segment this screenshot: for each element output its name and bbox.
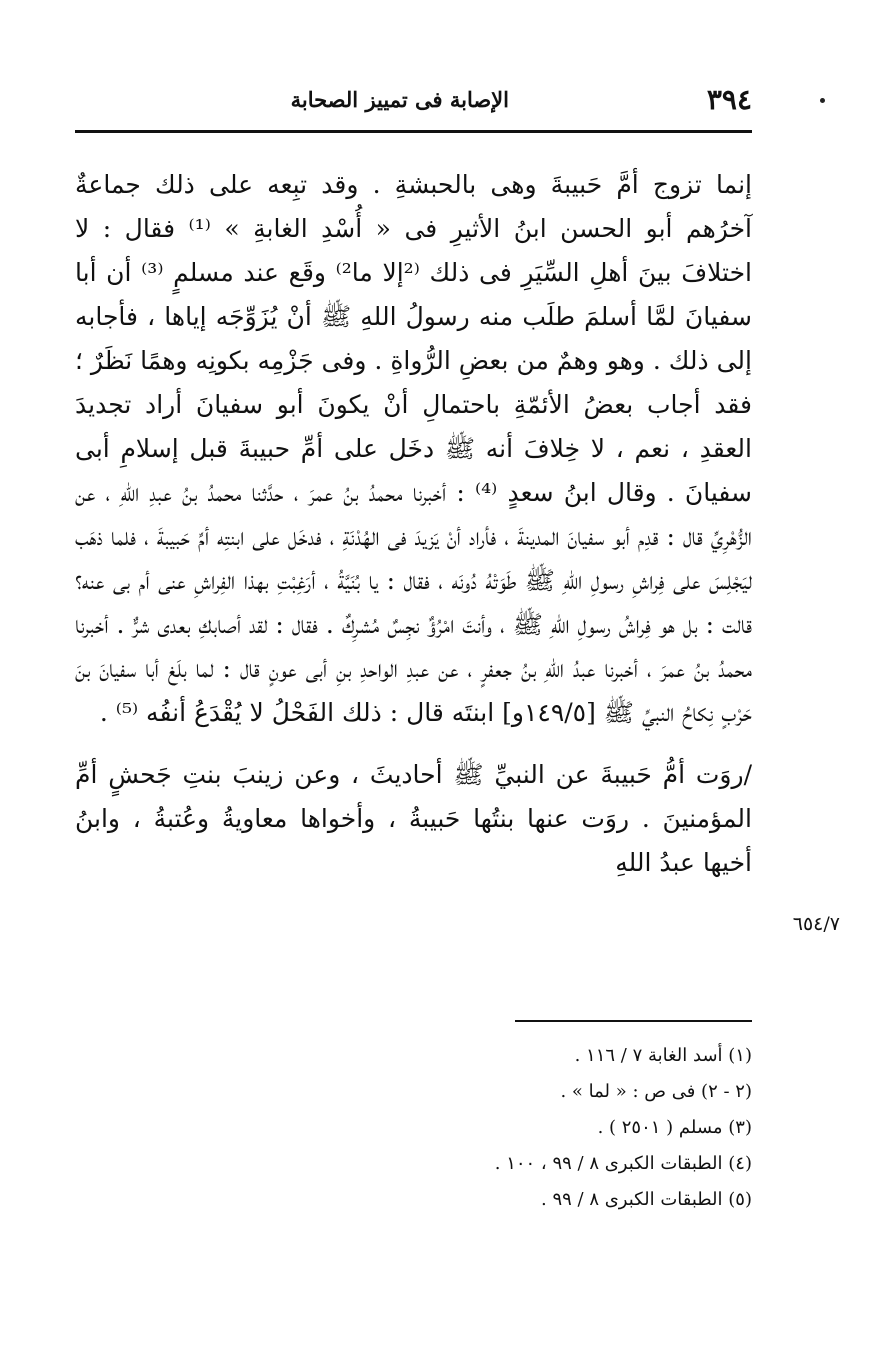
- page-header: [75, 80, 752, 120]
- paragraph-2: /روَت أمُّ حَبيبةَ عن النبيِّ ﷺ أحاديثَ ، وعن زينبَ بنتِ جَحشٍ أمِّ المؤمنينَ . روَت عنها بنتُها حَبيبةُ ، وأخواها معاويةُ وعُتبةُ ، وابنُ أخيها عبدُ اللهِ: [75, 760, 752, 877]
- header-rule: [75, 130, 752, 133]
- footnote-3: (٣) مسلم ( ٢٥٠١ ) .: [597, 1117, 752, 1138]
- footnotes: [75, 1038, 752, 1218]
- running-title: الإصابة فى تمييز الصحابة: [290, 87, 509, 112]
- page-number: ٣٩٤: [706, 83, 752, 116]
- page-mark-dot: [820, 98, 825, 103]
- footnote-rule: [515, 1020, 752, 1022]
- footnote-2: (٢ - ٢) فى ص : « لما » .: [560, 1081, 752, 1102]
- footnote-1: (١) أسد الغابة ٧ / ١١٦ .: [574, 1045, 752, 1066]
- margin-reference: ٦٥٤/٧: [792, 913, 840, 935]
- footnote-4: (٤) الطبقات الكبرى ٨ / ٩٩ ، ١٠٠ .: [494, 1153, 752, 1174]
- footnote-5: (٥) الطبقات الكبرى ٨ / ٩٩ .: [541, 1189, 752, 1210]
- paragraph-1: إنما تزوج أمَّ حَبيبةَ وهى بالحبشةِ . وقد تبِعه على ذلك جماعةٌ آخرُهم أبو الحسن ابنُ الأثيرِ فى « أُسْدِ الغابةِ » ⁽¹⁾ فقال : لا اختلافَ بينَ أهلِ السِّيَرِ فى ذلك ⁽²إلا ما²⁾ وقَع عند مسلمٍ ⁽³⁾ أن أبا سفيانَ لمَّا أسلمَ طلَب منه رسولُ اللهِ ﷺ أنْ يُزَوِّجَه إياها ، فأجابه إلى ذلك . وهو وهمٌ من بعضِ الرُّواةِ . وفى جَزْمِه بكونِه وهمًا نَظَرٌ ؛ فقد أجاب بعضُ الأئمّةِ باحتمالِ أنْ يكونَ أبو سفيانَ أراد تجديدَ العقدِ ، نعم ، لا خِلافَ أنه ﷺ دخَل على أمِّ حبيبةَ قبل إسلامِ أبى سفيانَ . وقال ابنُ سعدٍ ⁽⁴⁾ : أخبرنا محمدُ بنُ عمرَ ، حدَّثنا محمدُ بنُ عبدِ اللهِ ، عن الزُّهْرِيِّ قال : قدِم أبو سفيانَ المدينةَ ، فأراد أنْ يَزيدَ فى الهُدْنَةِ ، فدخَل على ابنتِه أمِّ حَبيبةَ ، فلما ذهَب ليَجْلِسَ على فِراشِ رسولِ اللهِ ﷺ طَوَتْهُ دُونَه ، فقال : يا بُنَيَّةُ ، أرَغِبْتِ بهذا الفِراشِ عنى أم بى عنه؟ قالت : بل هو فِراشُ رسولِ اللهِ ﷺ ، وأنتَ امْرُؤٌ نجِسٌ مُشرِكٌ . فقال : لقد أصابكِ بعدى شرٌّ . أخبرنا محمدُ بنُ عمرَ ، أخبرنا عبدُ اللهِ بنُ جعفرٍ ، عن عبدِ الواحدِ بنِ أبى عونٍ قال : لما بلَغ أبا سفيانَ بنَ حَرْبٍ نِكاحُ النبيِّ ﷺ [١٤٩/٥و] ابنتَه قال : ذلك الفَحْلُ لا يُقْدَعُ أنفُه ⁽⁵⁾ .: [75, 170, 752, 727]
- main-text: [75, 163, 752, 885]
